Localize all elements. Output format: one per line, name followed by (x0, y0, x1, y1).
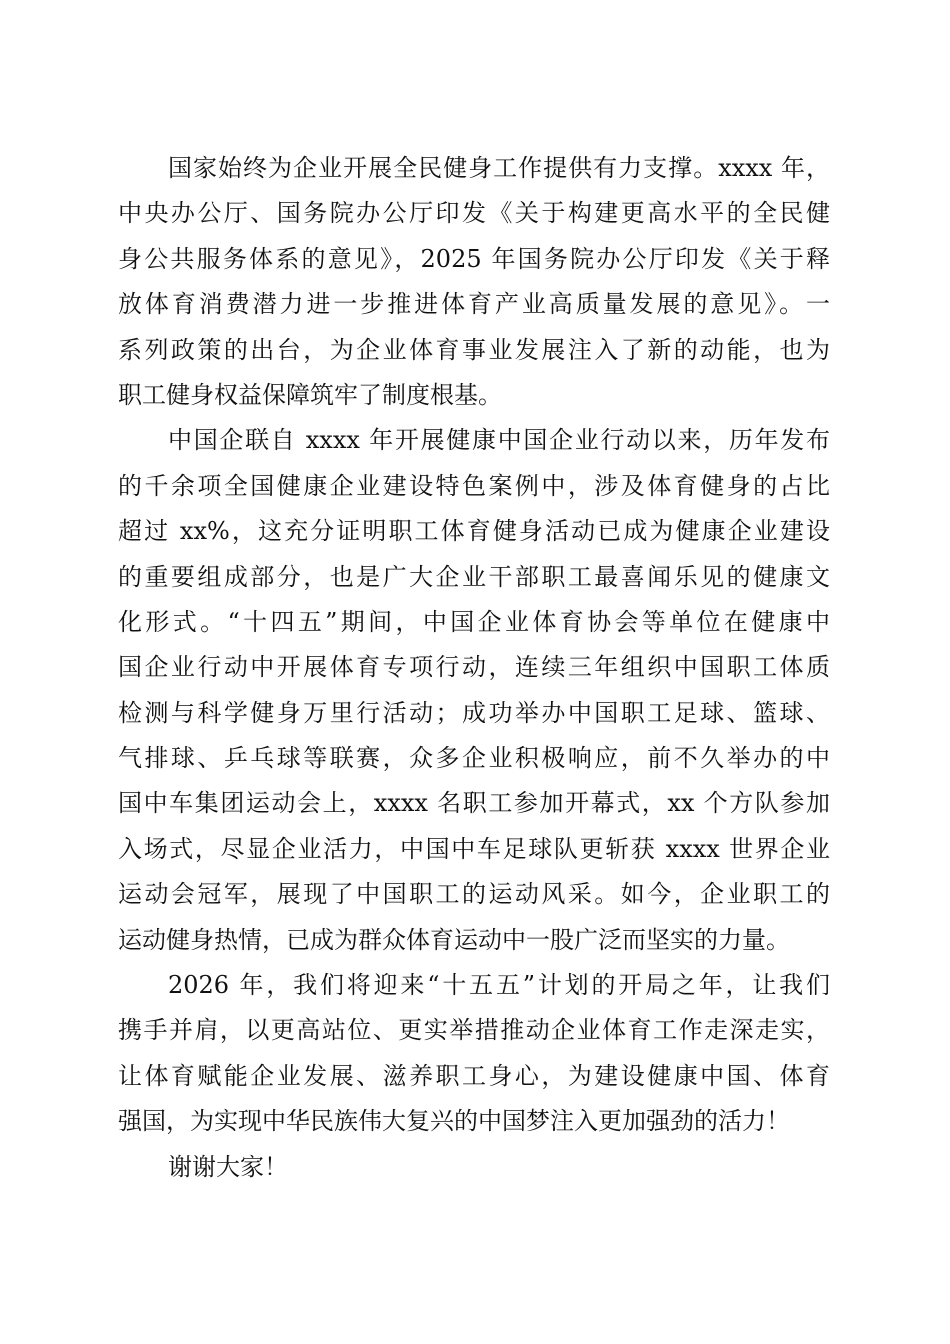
text-line: 强国，为实现中华民族伟大复兴的中国梦注入更加强劲的活力！ (118, 1107, 790, 1136)
text-line: 中央办公厅、国务院办公厅印发《关于构建更高水平的全民健 (118, 199, 830, 228)
text-line: 入场式，尽显企业活力，中国中车足球队更斩获 xxxx 世界企业 (118, 834, 830, 863)
text-line: 国企业行动中开展体育专项行动，连续三年组织中国职工体质 (118, 653, 830, 682)
text-line: 放体育消费潜力进一步推进体育产业高质量发展的意见》。一 (118, 290, 830, 319)
text-line: 中国企联自 xxxx 年开展健康中国企业行动以来，历年发布 (168, 426, 830, 455)
text-line: 超过 xx%，这充分证明职工体育健身活动已成为健康企业建设 (118, 517, 830, 546)
text-line: 气排球、乒乓球等联赛，众多企业积极响应，前不久举办的中 (118, 744, 830, 773)
text-line: 国家始终为企业开展全民健身工作提供有力支撑。xxxx 年， (168, 154, 830, 182)
text-line: 让体育赋能企业发展、滋养职工身心，为建设健康中国、体育 (118, 1061, 830, 1090)
document-body (118, 146, 830, 1190)
paragraph-closing-thanks (118, 1145, 830, 1190)
text-line: 运动会冠军，展现了中国职工的运动风采。如今，企业职工的 (118, 880, 830, 909)
text-line: 2026 年，我们将迎来“十五五”计划的开局之年，让我们 (168, 971, 830, 1000)
text-line: 化形式。“十四五”期间，中国企业体育协会等单位在健康中 (118, 607, 830, 636)
paragraph-outlook-2026 (118, 963, 830, 1145)
text-line: 检测与科学健身万里行活动；成功举办中国职工足球、篮球、 (118, 698, 830, 727)
text-line: 谢谢大家！ (168, 1152, 288, 1181)
text-line: 身公共服务体系的意见》，2025 年国务院办公厅印发《关于释 (118, 244, 830, 273)
text-line: 的千余项全国健康企业建设特色案例中，涉及体育健身的占比 (118, 471, 830, 500)
text-line: 运动健身热情，已成为群众体育运动中一股广泛而坚实的力量。 (118, 925, 790, 954)
text-line: 携手并肩，以更高站位、更实举措推动企业体育工作走深走实， (118, 1016, 830, 1045)
paragraph-policy-support (118, 146, 830, 418)
text-line: 系列政策的出台，为企业体育事业发展注入了新的动能，也为 (118, 335, 830, 364)
paragraph-enterprise-action (118, 418, 830, 963)
text-line: 的重要组成部分，也是广大企业干部职工最喜闻乐见的健康文 (118, 562, 830, 591)
text-line: 职工健身权益保障筑牢了制度根基。 (118, 380, 502, 409)
text-line: 国中车集团运动会上，xxxx 名职工参加开幕式，xx 个方队参加 (118, 789, 830, 818)
